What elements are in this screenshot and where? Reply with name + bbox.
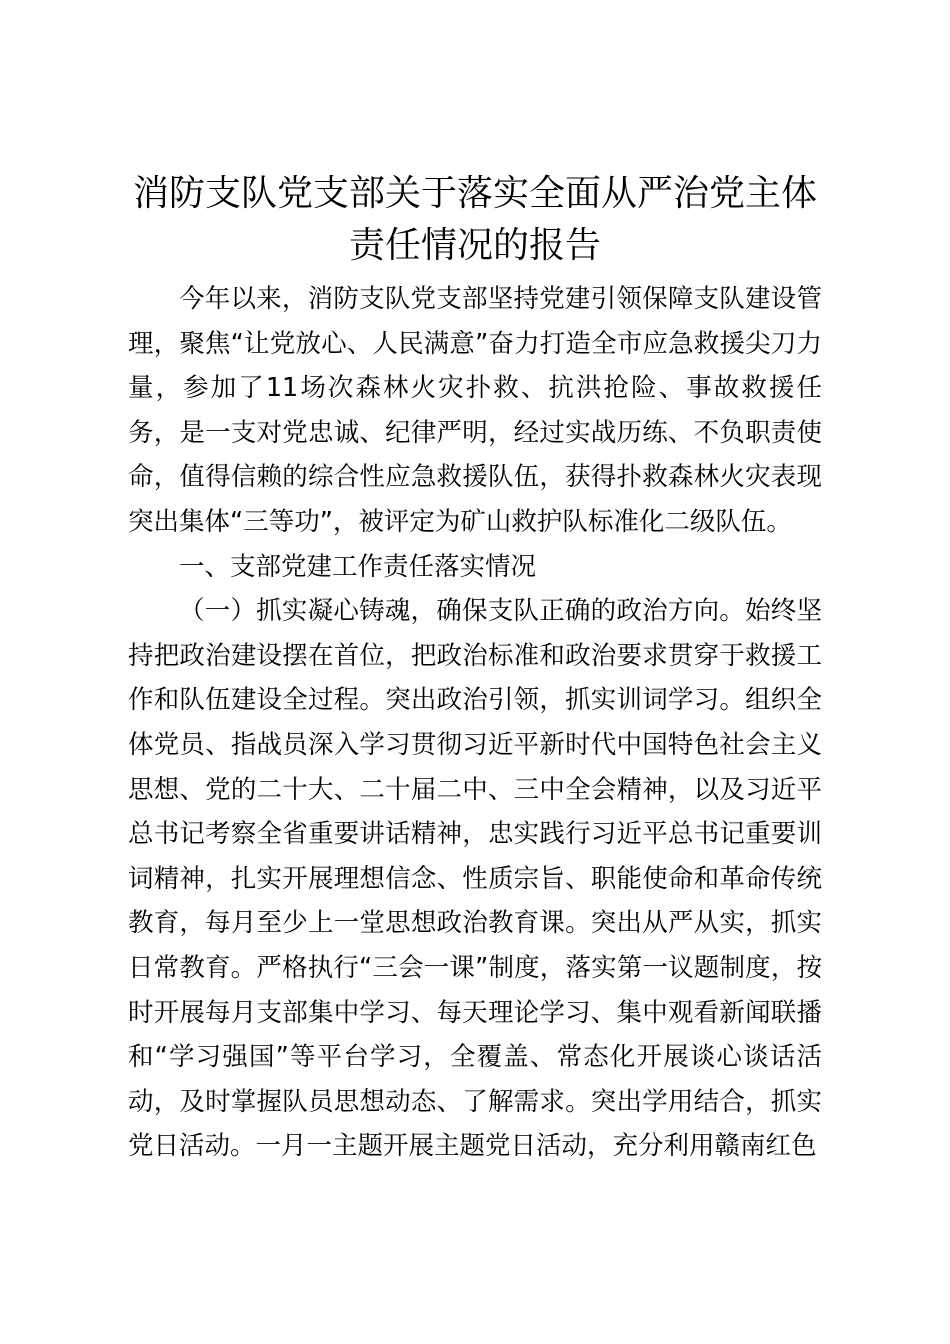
intro-paragraph: 今年以来，消防支队党支部坚持党建引领保障支队建设管理，聚焦“让党放心、人民满意”奋力打造全市应急救援尖刀力量，参加了11场次森林火灾扑救、抗洪抢险、事故救援任务，是一支对党忠诚、纪律严明，经过实战历练、不负职责使命，值得信赖的综合性应急救援队伍，获得扑救森林火灾表现突出集体“三等功”，被评定为矿山救护队标准化二级队伍。 xyxy=(128,284,822,537)
document-title: 消防支队党支部关于落实全面从严治党主体责任情况的报告 xyxy=(132,173,817,266)
document-body xyxy=(128,277,822,1169)
section-heading: 一、支部党建工作责任落实情况 xyxy=(179,551,537,582)
section-paragraph: （一）抓实凝心铸魂，确保支队正确的政治方向。始终坚持把政治建设摆在首位，把政治标准和政治要求贯穿于救援工作和队伍建设全过程。突出政治引领，抓实训词学习。组织全体党员、指战员深入学习贯彻习近平新时代中国特色社会主义思想、党的二十大、二十届二中、三中全会精神，以及习近平总书记考察全省重要讲话精神，忠实践行习近平总书记重要训词精神，扎实开展理想信念、性质宗旨、职能使命和革命传统教育，每月至少上一堂思想政治教育课。突出从严从实，抓实日常教育。严格执行“三会一课”制度，落实第一议题制度，按时开展每月支部集中学习、每天理论学习、集中观看新闻联播和“学习强国”等平台学习，全覆盖、常态化开展谈心谈话活动，及时掌握队员思想动态、了解需求。突出学用结合，抓实党日活动。一月一主题开展主题党日活动，充分利用赣南红色 xyxy=(128,596,822,1162)
